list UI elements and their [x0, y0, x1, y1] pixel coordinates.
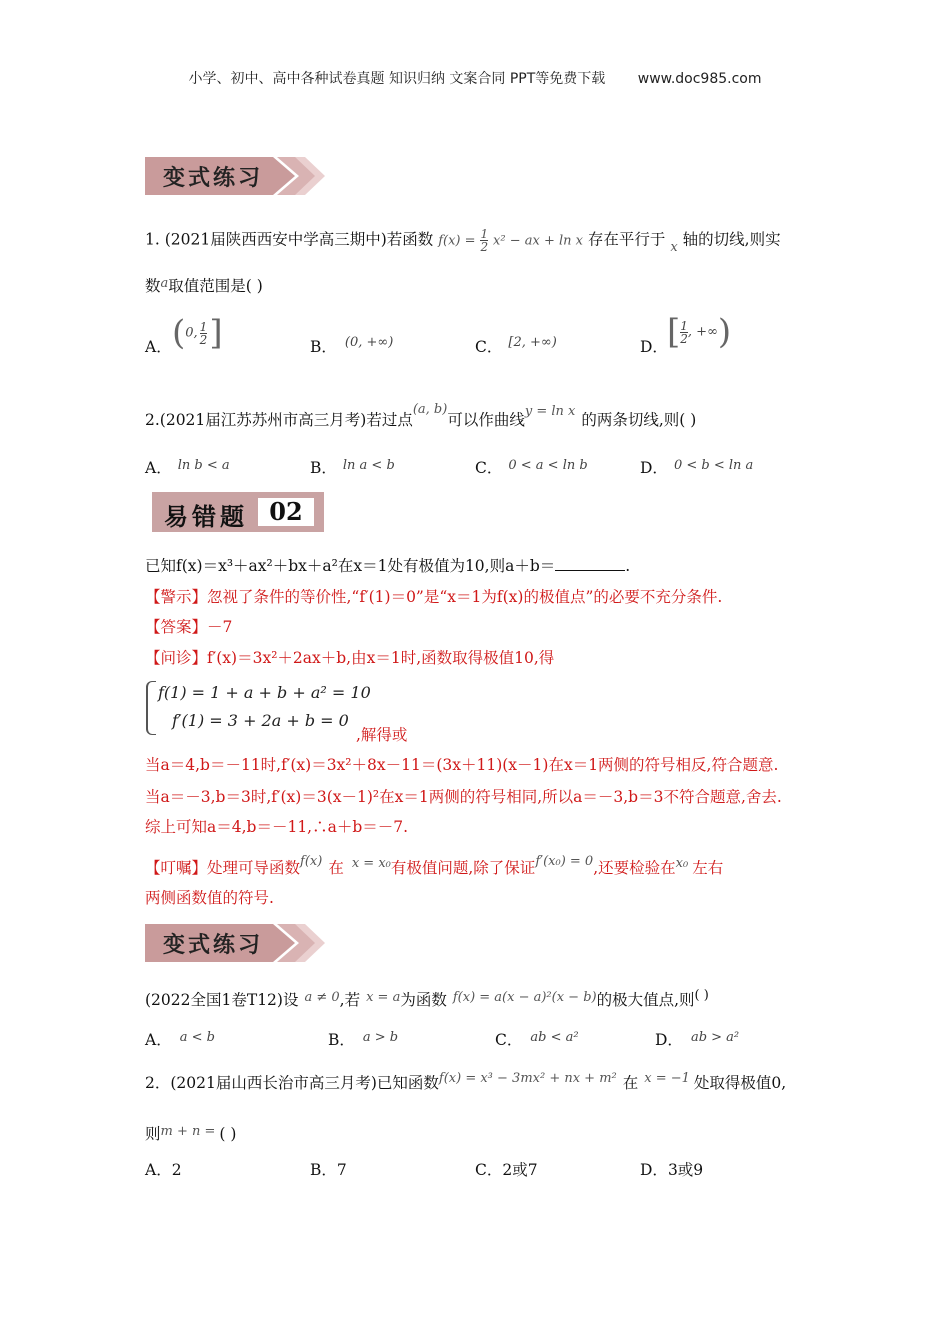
- q1-line2-var: a: [160, 276, 169, 291]
- option-value: 3或9: [667, 1161, 704, 1179]
- option-label: D．: [640, 1161, 668, 1179]
- option-label: C．: [475, 1161, 503, 1179]
- question-3: [145, 990, 709, 1012]
- q4-func: f(x) = x³ − 3mx² + nx + m²: [438, 1071, 617, 1086]
- tip-part: 有极值问题,除了保证: [390, 859, 536, 877]
- option-label: C．: [475, 338, 503, 356]
- tip-math: x = x₀: [351, 856, 391, 871]
- q4-option-b[interactable]: [310, 1158, 347, 1180]
- q3-prefix: (2022全国1卷T12)设: [145, 991, 299, 1009]
- q1-option-a[interactable]: [145, 335, 172, 357]
- q1-prefix: 1. (2021届陕西西安中学高三期中)若函数: [145, 230, 434, 249]
- q4-line2-b: ( ): [219, 1125, 237, 1143]
- q3-func: f(x) = a(x − a)²(x − b): [452, 990, 597, 1005]
- q1-suffix: 轴的切线,则实: [682, 230, 781, 249]
- diagnosis-text: 【问诊】f′(x)＝3x²＋2ax＋b,由x＝1时,函数取得极值10,得: [145, 649, 555, 667]
- equation-2: f′(1) = 3 + 2a + b = 0: [172, 711, 349, 730]
- banner-label: 变式练习: [163, 932, 264, 958]
- q3-paren: ( ): [694, 988, 709, 1003]
- option-value: ln b < a: [177, 458, 230, 473]
- q3-xa: x = a: [366, 990, 401, 1005]
- q2-option-a[interactable]: [145, 456, 230, 478]
- tip-line-2: 两侧函数值的符号.: [145, 889, 274, 907]
- banner-label: 变式练习: [163, 165, 264, 191]
- q3-middle: ,若: [339, 991, 361, 1009]
- question-2: [145, 402, 697, 432]
- option-value: 2或7: [502, 1161, 538, 1179]
- q1-var: x: [670, 239, 678, 255]
- q4-line2-math: m + n =: [160, 1124, 216, 1139]
- q2-option-c[interactable]: [475, 456, 588, 478]
- q1-func-right: x² − ax + ln x: [493, 233, 583, 249]
- q1-option-d[interactable]: [640, 335, 668, 357]
- option-value: 2: [171, 1161, 182, 1179]
- option-label: B．: [310, 1161, 337, 1179]
- q3-middle2: 为函数: [400, 991, 447, 1009]
- q2-prefix: 2.(2021届江苏苏州市高三月考)若过点: [145, 411, 413, 429]
- q2-middle: 可以作曲线: [447, 411, 525, 429]
- warning-text: 【警示】忽视了条件的等价性,“f′(1)＝0”是“x＝1为f(x)的极值点”的必要不充分条件.: [145, 588, 723, 606]
- option-value: a < b: [179, 1030, 215, 1045]
- q4-option-d[interactable]: [640, 1158, 703, 1180]
- q2-suffix: 的两条切线,则( ): [581, 411, 697, 429]
- solve-text: ,解得或: [356, 726, 408, 744]
- option-label: A．: [145, 459, 172, 477]
- option-label: B．: [328, 1031, 355, 1049]
- header-text: 小学、初中、高中各种试卷真题 知识归纳 文案合同 PPT等免费下载: [188, 71, 606, 87]
- option-value: 0 < b < ln a: [673, 458, 754, 473]
- q1-option-a-value: (0, $\frac{1}{2}$ ]: [172, 313, 223, 353]
- tip-math: f(x): [300, 854, 323, 869]
- option-label: C．: [495, 1031, 523, 1049]
- option-value: ab < a²: [530, 1030, 579, 1045]
- q1-option-b[interactable]: [310, 335, 393, 357]
- error-question-text: 已知f(x)＝x³＋ax²＋bx＋a²在x＝1处有极值为10,则a＋b＝: [145, 557, 556, 575]
- tip-math: x₀: [675, 856, 689, 871]
- tip-line-1: [145, 854, 724, 880]
- option-label: B．: [310, 459, 337, 477]
- q1-option-c[interactable]: [475, 335, 557, 357]
- banner-number: 02: [258, 498, 314, 526]
- tip-part: 在: [328, 859, 344, 877]
- tip-part: 【叮嘱】处理可导函数: [145, 859, 301, 877]
- option-label: D．: [655, 1031, 683, 1049]
- option-label: A．: [145, 1031, 172, 1049]
- error-question: [145, 556, 630, 576]
- option-label: A．: [145, 338, 172, 356]
- tip-part: 左右: [692, 859, 724, 877]
- equation-1: f(1) = 1 + a + b + a² = 10: [158, 683, 371, 702]
- q1-line2-a: 数: [145, 277, 161, 295]
- section-banner-practice-1: [145, 153, 325, 199]
- case-1-text: 当a＝4,b＝－11时,f′(x)＝3x²＋8x－11＝(3x＋11)(x－1)在x＝1两侧的符号相反,符合题意.: [145, 756, 779, 774]
- error-question-end: .: [625, 557, 631, 575]
- q1-middle: 存在平行于: [587, 230, 666, 249]
- q2-curve: y = ln x: [524, 404, 576, 419]
- answer-text: 【答案】－7: [145, 618, 233, 636]
- header-site-link[interactable]: www.doc985.com: [637, 71, 762, 87]
- q1-fraction: $\frac{1}{2}$: [480, 227, 489, 254]
- option-label: B．: [310, 338, 337, 356]
- option-value: ab > a²: [690, 1030, 740, 1045]
- q4-prefix: 2．(2021届山西长治市高三月考)已知函数: [145, 1074, 439, 1092]
- option-label: D．: [640, 338, 668, 356]
- q1-line2-b: 取值范围是( ): [168, 277, 263, 295]
- tip-part: ,还要检验在: [593, 859, 676, 877]
- q4-line2-a: 则: [145, 1125, 161, 1143]
- option-value: (0, +∞): [344, 335, 394, 350]
- q3-suffix: 的极大值点,则: [596, 991, 695, 1009]
- section-banner-practice-2: [145, 920, 325, 966]
- q3-option-b[interactable]: [328, 1028, 398, 1050]
- tip-math: f′(x₀) = 0: [535, 854, 594, 869]
- section-banner-error-prone: [152, 492, 324, 532]
- q4-option-a[interactable]: [145, 1158, 182, 1180]
- q2-option-b[interactable]: [310, 456, 395, 478]
- option-label: C．: [475, 459, 503, 477]
- option-value: ln a < b: [342, 458, 395, 473]
- option-value: [2, +∞): [508, 335, 557, 350]
- q4-middle: 在: [622, 1074, 639, 1092]
- question-4: [145, 1073, 786, 1095]
- question-1: [145, 228, 781, 253]
- option-value: 7: [336, 1161, 347, 1179]
- option-label: D．: [640, 459, 668, 477]
- option-label: A．: [145, 1161, 172, 1179]
- q2-point: (a, b): [412, 402, 448, 417]
- q1-func-left: f(x) =: [438, 233, 476, 249]
- option-value: 0 < a < ln b: [508, 458, 588, 473]
- q4-option-c[interactable]: [475, 1158, 538, 1180]
- banner-label: 易错题: [164, 502, 248, 531]
- q4-suffix: 处取得极值0,: [693, 1074, 787, 1092]
- answer-blank: [555, 556, 625, 571]
- case-2-text: 当a＝－3,b＝3时,f′(x)＝3(x－1)²在x＝1两侧的符号相同,所以a＝－3,b＝3不符合题意,舍去.: [145, 788, 782, 806]
- q3-cond: a ≠ 0: [304, 990, 340, 1005]
- conclusion-text: 综上可知a＝4,b＝－11,∴a＋b＝－7.: [145, 818, 409, 836]
- question-4-line2: [145, 1124, 236, 1146]
- q1-option-d-value: [ $\frac{1}{2}$ , +∞): [667, 312, 732, 352]
- q2-option-d[interactable]: [640, 456, 753, 478]
- page-header: [0, 68, 950, 88]
- q3-option-d[interactable]: [655, 1028, 739, 1050]
- q4-point: x = −1: [644, 1071, 690, 1086]
- question-1-line2: [145, 276, 263, 298]
- q3-option-a[interactable]: [145, 1028, 215, 1050]
- equation-system-brace: [146, 681, 156, 735]
- option-value: a > b: [362, 1030, 399, 1045]
- q3-option-c[interactable]: [495, 1028, 579, 1050]
